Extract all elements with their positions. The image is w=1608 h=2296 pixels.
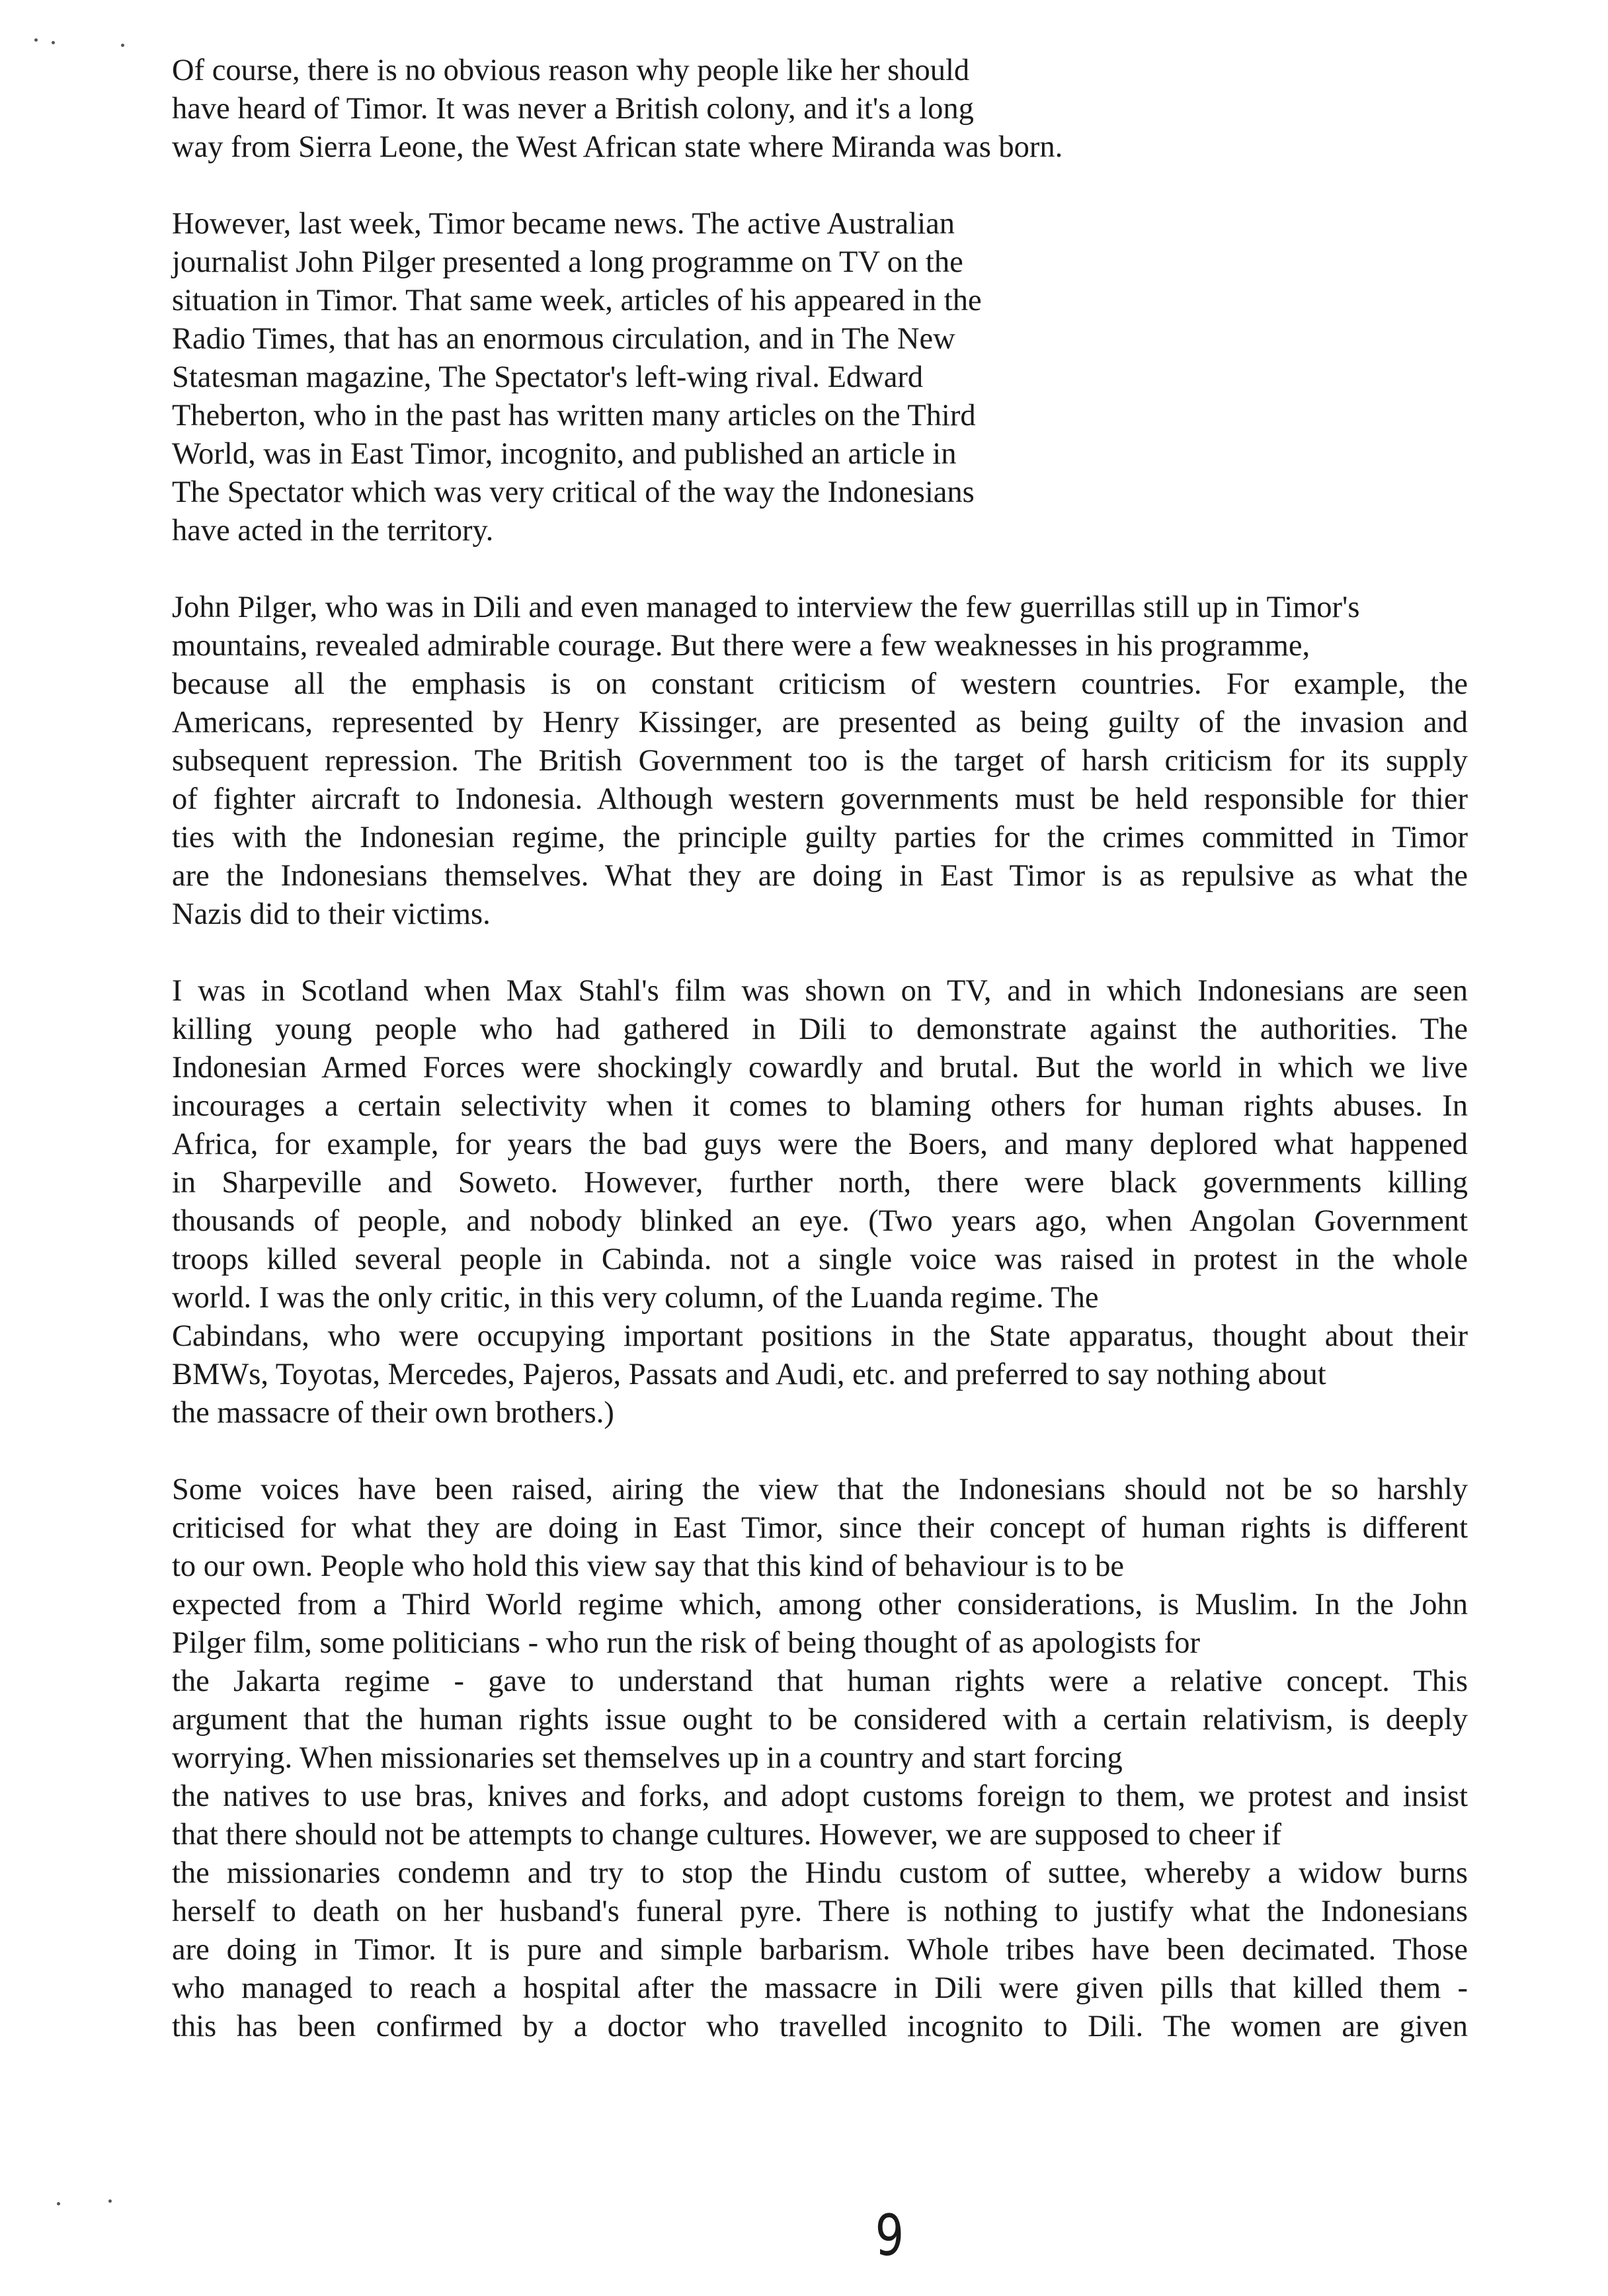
text-line: this has been confirmed by a doctor who travelled incognito to Dili. The women are given xyxy=(172,2010,1468,2043)
scan-speck xyxy=(34,38,38,42)
text-line: subsequent repression. The British Government too is the target of harsh criticism for its supply xyxy=(172,744,1468,778)
text-line: criticised for what they are doing in East Timor, since their concept of human rights is different xyxy=(172,1511,1468,1545)
text-line: Nazis did to their victims. xyxy=(172,897,491,931)
text-line: world. I was the only critic, in this very column, of the Luanda regime. The xyxy=(172,1281,1099,1315)
document-body xyxy=(172,52,1468,2084)
text-line: Pilger film, some politicians - who run the risk of being thought of as apologists for xyxy=(172,1626,1200,1660)
text-line: in Sharpeville and Soweto. However, further north, there were black governments killing xyxy=(172,1166,1468,1200)
text-line: Theberton, who in the past has written many articles on the Third xyxy=(172,399,976,432)
scan-speck xyxy=(121,44,124,47)
text-line: the missionaries condemn and try to stop the Hindu custom of suttee, whereby a widow burns xyxy=(172,1856,1468,1890)
text-line: incourages a certain selectivity when it comes to blaming others for human rights abuses. In xyxy=(172,1089,1468,1123)
text-line: who managed to reach a hospital after the massacre in Dili were given pills that killed them - xyxy=(172,1971,1468,2005)
text-line: that there should not be attempts to change cultures. However, we are supposed to cheer if xyxy=(172,1818,1282,1852)
text-line: The Spectator which was very critical of the way the Indonesians xyxy=(172,475,975,509)
text-line: situation in Timor. That same week, articles of his appeared in the xyxy=(172,284,982,317)
text-line: way from Sierra Leone, the West African state where Miranda was born. xyxy=(172,130,1063,164)
text-line: are doing in Timor. It is pure and simple barbarism. Whole tribes have been decimated. Those xyxy=(172,1933,1468,1967)
scan-speck xyxy=(52,41,55,44)
paragraph xyxy=(172,52,1468,167)
text-line: Statesman magazine, The Spectator's left-wing rival. Edward xyxy=(172,360,924,394)
paragraph xyxy=(172,1471,1468,2046)
text-line: Africa, for example, for years the bad guys were the Boers, and many deplored what happened xyxy=(172,1128,1468,1161)
text-line: Of course, there is no obvious reason why people like her should xyxy=(172,54,970,87)
text-line: However, last week, Timor became news. The active Australian xyxy=(172,207,955,241)
text-line: to our own. People who hold this view say that this kind of behaviour is to be xyxy=(172,1549,1125,1583)
text-line: herself to death on her husband's funeral pyre. There is nothing to justify what the Indonesians xyxy=(172,1895,1468,1928)
text-line: ties with the Indonesian regime, the principle guilty parties for the crimes committed in Timor xyxy=(172,821,1468,854)
text-line: Some voices have been raised, airing the view that the Indonesians should not be so harshly xyxy=(172,1473,1468,1506)
text-line: Indonesian Armed Forces were shockingly cowardly and brutal. But the world in which we live xyxy=(172,1051,1468,1085)
page-number: 9 xyxy=(875,2203,904,2269)
text-line: thousands of people, and nobody blinked an eye. (Two years ago, when Angolan Government xyxy=(172,1204,1468,1238)
text-line: troops killed several people in Cabinda. not a single voice was raised in protest in the whole xyxy=(172,1243,1468,1276)
text-line: are the Indonesians themselves. What they are doing in East Timor is as repulsive as what the xyxy=(172,859,1468,893)
text-line: mountains, revealed admirable courage. But there were a few weaknesses in his programme, xyxy=(172,629,1310,663)
text-line: expected from a Third World regime which, among other considerations, is Muslim. In the John xyxy=(172,1588,1468,1621)
paragraph xyxy=(172,589,1468,934)
text-line: argument that the human rights issue ought to be considered with a certain relativism, is deeply xyxy=(172,1703,1468,1737)
text-line: the natives to use bras, knives and forks, and adopt customs foreign to them, we protest and insist xyxy=(172,1780,1468,1813)
text-line: killing young people who had gathered in Dili to demonstrate against the authorities. The xyxy=(172,1012,1468,1046)
text-line: John Pilger, who was in Dili and even managed to interview the few guerrillas still up in Timor's xyxy=(172,591,1360,624)
text-line: because all the emphasis is on constant criticism of western countries. For example, the xyxy=(172,667,1468,701)
text-line: the Jakarta regime - gave to understand that human rights were a relative concept. This xyxy=(172,1664,1468,1698)
text-line: Cabindans, who were occupying important positions in the State apparatus, thought about their xyxy=(172,1319,1468,1353)
text-line: of fighter aircraft to Indonesia. Although western governments must be held responsible for thier xyxy=(172,782,1468,816)
text-line: Radio Times, that has an enormous circulation, and in The New xyxy=(172,322,955,356)
text-line: journalist John Pilger presented a long programme on TV on the xyxy=(172,245,963,279)
text-line: BMWs, Toyotas, Mercedes, Pajeros, Passats and Audi, etc. and preferred to say nothing about xyxy=(172,1358,1326,1391)
text-line: World, was in East Timor, incognito, and published an article in xyxy=(172,437,957,471)
scan-speck xyxy=(57,2202,60,2205)
text-line: Americans, represented by Henry Kissinger, are presented as being guilty of the invasion and xyxy=(172,706,1468,739)
text-line: I was in Scotland when Max Stahl's film was shown on TV, and in which Indonesians are seen xyxy=(172,974,1468,1008)
paragraph xyxy=(172,972,1468,1432)
paragraph xyxy=(172,205,1468,550)
text-line: have heard of Timor. It was never a British colony, and it's a long xyxy=(172,92,974,126)
text-line: have acted in the territory. xyxy=(172,514,494,548)
scan-speck xyxy=(108,2199,112,2203)
text-line: the massacre of their own brothers.) xyxy=(172,1396,614,1430)
text-line: worrying. When missionaries set themselves up in a country and start forcing xyxy=(172,1741,1123,1775)
